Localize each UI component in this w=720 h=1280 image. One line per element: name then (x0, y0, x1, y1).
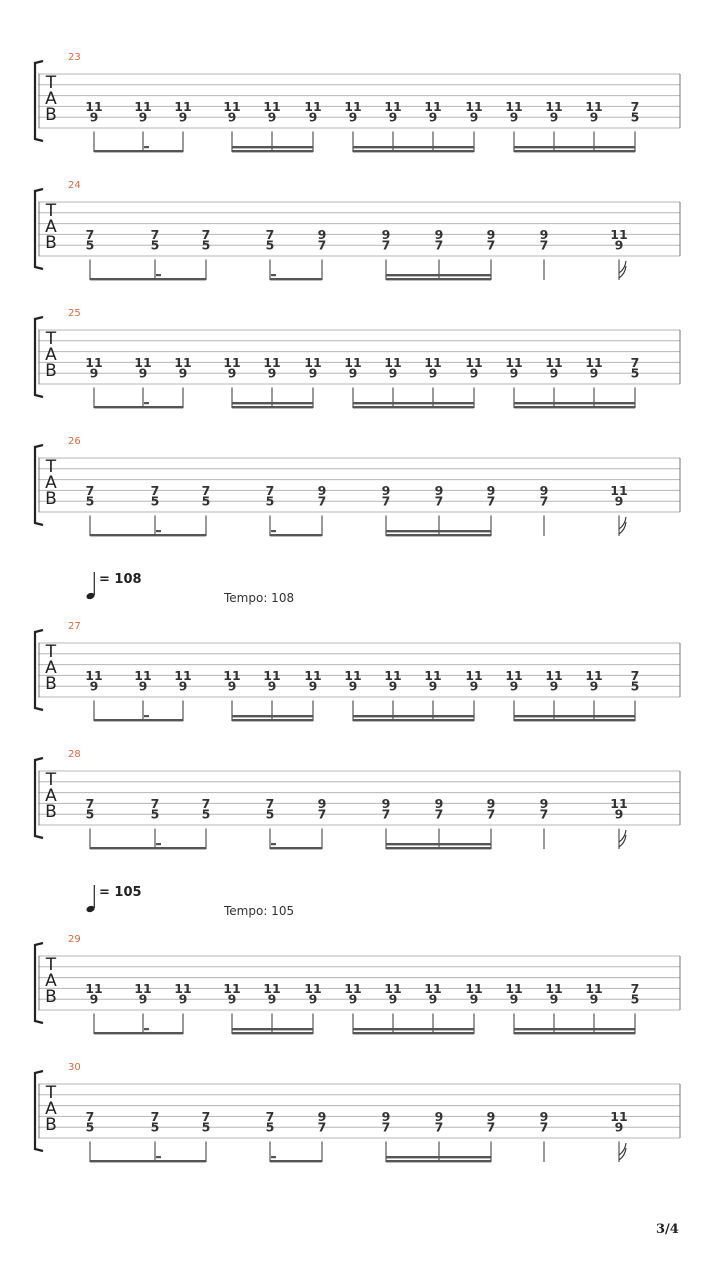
tab-system (35, 445, 680, 536)
fret-number: 11 (263, 354, 281, 370)
tempo-note-icon (86, 572, 96, 600)
fret-number: 11 (85, 980, 103, 996)
fret-number: 9 (469, 365, 479, 381)
fret-number: 9 (178, 991, 188, 1007)
fret-number: 9 (227, 678, 237, 694)
fret-number: 9 (509, 109, 519, 125)
fret-number: 5 (630, 365, 640, 381)
fret-number: 11 (505, 354, 523, 370)
tab-system (35, 1071, 680, 1162)
fret-number: 11 (344, 980, 362, 996)
fret-number: 9 (434, 226, 444, 242)
fret-number: 7 (539, 493, 549, 509)
fret-number: 11 (85, 98, 103, 114)
fret-number: 9 (308, 678, 318, 694)
fret-number: 9 (227, 991, 237, 1007)
measure-number: 26 (68, 436, 81, 447)
tab-clef-letter: B (45, 987, 57, 1007)
tab-clef-letter: A (45, 971, 57, 991)
fret-number: 9 (589, 678, 599, 694)
fret-number: 9 (428, 678, 438, 694)
fret-number: 11 (545, 98, 563, 114)
dot-beam-stub (144, 146, 149, 148)
note-beam (514, 146, 635, 148)
fret-number: 9 (227, 365, 237, 381)
note-beam (386, 274, 491, 276)
fret-number: 11 (610, 795, 628, 811)
fret-number: 5 (630, 991, 640, 1007)
tab-clef-letter: T (45, 955, 57, 975)
note-beam (232, 146, 313, 148)
fret-number: 9 (348, 991, 358, 1007)
fret-number: 11 (223, 98, 241, 114)
fret-number: 5 (150, 237, 160, 253)
fret-number: 9 (549, 991, 559, 1007)
fret-number: 9 (348, 109, 358, 125)
note-beam (386, 847, 491, 849)
fret-number: 9 (434, 1108, 444, 1124)
fret-number: 7 (317, 493, 327, 509)
tempo-bpm: = 105 (99, 885, 142, 900)
fret-number: 7 (486, 493, 496, 509)
fret-number: 9 (469, 109, 479, 125)
tab-clef-letter: B (45, 802, 57, 822)
tempo-note-icon (86, 885, 96, 913)
measure-number: 28 (68, 749, 81, 760)
fret-number: 11 (465, 98, 483, 114)
fret-number: 7 (630, 98, 640, 114)
fret-number: 11 (344, 354, 362, 370)
fret-number: 7 (265, 482, 275, 498)
fret-number: 9 (539, 795, 549, 811)
note-beam (353, 146, 474, 148)
fret-number: 5 (630, 109, 640, 125)
fret-number: 5 (150, 806, 160, 822)
tab-clef-letter: A (45, 786, 57, 806)
fret-number: 11 (545, 667, 563, 683)
fret-number: 9 (348, 678, 358, 694)
fret-number: 11 (263, 667, 281, 683)
fret-number: 7 (381, 1119, 391, 1135)
dot-beam-stub (156, 843, 161, 845)
fret-number: 9 (381, 1108, 391, 1124)
tempo-bpm: = 108 (99, 572, 142, 587)
note-beam (270, 278, 322, 280)
fret-number: 7 (434, 806, 444, 822)
fret-number: 7 (265, 226, 275, 242)
fret-number: 11 (85, 667, 103, 683)
fret-number: 11 (134, 980, 152, 996)
fret-number: 9 (614, 1119, 624, 1135)
tab-system (35, 758, 680, 849)
fret-number: 7 (150, 226, 160, 242)
fret-number: 7 (630, 354, 640, 370)
fret-number: 7 (201, 1108, 211, 1124)
fret-number: 9 (614, 806, 624, 822)
note-beam (353, 406, 474, 408)
fret-number: 9 (589, 991, 599, 1007)
dot-beam-stub (271, 530, 276, 532)
note-beam (232, 402, 313, 404)
measure-number: 29 (68, 934, 81, 945)
tab-clef-letter: B (45, 105, 57, 125)
fret-number: 9 (428, 365, 438, 381)
tab-system (35, 630, 680, 721)
measure-number: 23 (68, 52, 81, 63)
fret-number: 5 (265, 806, 275, 822)
measure-number: 24 (68, 180, 81, 191)
dot-beam-stub (271, 274, 276, 276)
measure-number: 27 (68, 621, 81, 632)
fret-number: 5 (201, 493, 211, 509)
fret-number: 11 (424, 667, 442, 683)
fret-number: 9 (549, 678, 559, 694)
note-beam (232, 1032, 313, 1034)
fret-number: 5 (150, 493, 160, 509)
tab-system (35, 943, 680, 1034)
fret-number: 9 (178, 365, 188, 381)
fret-number: 9 (89, 678, 99, 694)
fret-number: 9 (539, 226, 549, 242)
tab-clef-letter: A (45, 473, 57, 493)
fret-number: 9 (267, 365, 277, 381)
fret-number: 5 (85, 237, 95, 253)
fret-number: 9 (89, 991, 99, 1007)
tab-clef-letter: T (45, 201, 57, 221)
fret-number: 9 (348, 365, 358, 381)
note-beam (353, 1032, 474, 1034)
fret-number: 9 (317, 482, 327, 498)
fret-number: 11 (465, 980, 483, 996)
fret-number: 7 (85, 1108, 95, 1124)
note-beam (353, 402, 474, 404)
tab-clef-letter: A (45, 89, 57, 109)
fret-number: 11 (384, 980, 402, 996)
fret-number: 9 (178, 109, 188, 125)
fret-number: 7 (381, 237, 391, 253)
fret-number: 11 (134, 354, 152, 370)
fret-number: 9 (227, 109, 237, 125)
fret-number: 9 (388, 991, 398, 1007)
fret-number: 9 (317, 1108, 327, 1124)
note-beam (94, 719, 183, 721)
fret-number: 11 (134, 667, 152, 683)
note-beam (514, 715, 635, 717)
fret-number: 7 (317, 237, 327, 253)
fret-number: 11 (304, 980, 322, 996)
dot-beam-stub (144, 1028, 149, 1030)
note-beam (232, 406, 313, 408)
fret-number: 9 (138, 365, 148, 381)
dot-beam-stub (144, 402, 149, 404)
note-beam (514, 402, 635, 404)
fret-number: 11 (304, 667, 322, 683)
fret-number: 11 (174, 667, 192, 683)
fret-number: 7 (381, 493, 391, 509)
fret-number: 11 (304, 98, 322, 114)
fret-number: 7 (434, 493, 444, 509)
fret-number: 11 (304, 354, 322, 370)
fret-number: 11 (223, 980, 241, 996)
tab-clef-letter: T (45, 1083, 57, 1103)
fret-number: 11 (585, 354, 603, 370)
note-beam (94, 1032, 183, 1034)
note-beam (232, 715, 313, 717)
fret-number: 7 (630, 667, 640, 683)
fret-number: 5 (265, 237, 275, 253)
note-beam (386, 1160, 491, 1162)
tab-clef-letter: B (45, 489, 57, 509)
fret-number: 7 (486, 1119, 496, 1135)
fret-number: 7 (150, 482, 160, 498)
note-beam (270, 534, 322, 536)
tempo-label: Tempo: 105 (224, 904, 295, 918)
fret-number: 11 (263, 98, 281, 114)
note-beam (386, 278, 491, 280)
fret-number: 9 (308, 991, 318, 1007)
fret-number: 7 (265, 1108, 275, 1124)
fret-number: 7 (434, 1119, 444, 1135)
fret-number: 9 (178, 678, 188, 694)
fret-number: 11 (134, 98, 152, 114)
tempo-label: Tempo: 108 (224, 591, 295, 605)
dot-beam-stub (156, 274, 161, 276)
note-beam (386, 1156, 491, 1158)
fret-number: 7 (539, 806, 549, 822)
note-beam (353, 150, 474, 152)
fret-number: 7 (317, 1119, 327, 1135)
fret-number: 9 (308, 109, 318, 125)
fret-number: 7 (85, 226, 95, 242)
fret-number: 9 (317, 795, 327, 811)
fret-number: 9 (308, 365, 318, 381)
tab-clef-letter: T (45, 642, 57, 662)
fret-number: 7 (265, 795, 275, 811)
fret-number: 9 (589, 365, 599, 381)
fret-number: 7 (85, 482, 95, 498)
fret-number: 9 (486, 482, 496, 498)
fret-number: 11 (174, 98, 192, 114)
note-beam (94, 406, 183, 408)
tab-clef-letter: A (45, 345, 57, 365)
fret-number: 9 (469, 678, 479, 694)
fret-number: 5 (201, 806, 211, 822)
fret-number: 11 (223, 354, 241, 370)
fret-number: 9 (267, 991, 277, 1007)
fret-number: 7 (539, 237, 549, 253)
tab-clef-letter: B (45, 361, 57, 381)
fret-number: 9 (138, 678, 148, 694)
fret-number: 9 (317, 226, 327, 242)
fret-number: 9 (388, 678, 398, 694)
fret-number: 5 (265, 1119, 275, 1135)
fret-number: 11 (505, 667, 523, 683)
note-beam (232, 1028, 313, 1030)
fret-number: 9 (388, 109, 398, 125)
fret-number: 7 (150, 1108, 160, 1124)
note-beam (94, 150, 183, 152)
tab-clef-letter: B (45, 674, 57, 694)
fret-number: 9 (486, 1108, 496, 1124)
dot-beam-stub (156, 530, 161, 532)
fret-number: 11 (424, 98, 442, 114)
dot-beam-stub (271, 843, 276, 845)
fret-number: 9 (434, 795, 444, 811)
note-beam (90, 534, 206, 536)
fret-number: 9 (486, 226, 496, 242)
fret-number: 5 (630, 678, 640, 694)
fret-number: 11 (223, 667, 241, 683)
note-beam (386, 534, 491, 536)
tab-clef-letter: B (45, 233, 57, 253)
note-beam (270, 847, 322, 849)
fret-number: 11 (545, 980, 563, 996)
note-beam (514, 719, 635, 721)
fret-number: 9 (486, 795, 496, 811)
fret-number: 9 (434, 482, 444, 498)
note-beam (90, 278, 206, 280)
fret-number: 7 (317, 806, 327, 822)
fret-number: 9 (549, 109, 559, 125)
fret-number: 11 (384, 98, 402, 114)
fret-number: 11 (263, 980, 281, 996)
fret-number: 9 (509, 365, 519, 381)
fret-number: 7 (381, 806, 391, 822)
tab-system (35, 317, 680, 408)
note-beam (514, 406, 635, 408)
fret-number: 9 (614, 237, 624, 253)
fret-number: 11 (424, 354, 442, 370)
note-beam (270, 1160, 322, 1162)
note-beam (514, 150, 635, 152)
fret-number: 11 (384, 667, 402, 683)
note-beam (232, 719, 313, 721)
note-beam (353, 715, 474, 717)
fret-number: 11 (344, 667, 362, 683)
fret-number: 11 (384, 354, 402, 370)
fret-number: 9 (509, 678, 519, 694)
fret-number: 9 (509, 991, 519, 1007)
fret-number: 11 (85, 354, 103, 370)
fret-number: 7 (434, 237, 444, 253)
tab-clef-letter: B (45, 1115, 57, 1135)
fret-number: 7 (85, 795, 95, 811)
tab-clef-letter: T (45, 73, 57, 93)
fret-number: 9 (267, 678, 277, 694)
fret-number: 9 (469, 991, 479, 1007)
dot-beam-stub (156, 1156, 161, 1158)
fret-number: 5 (85, 493, 95, 509)
fret-number: 9 (428, 109, 438, 125)
fret-number: 11 (465, 354, 483, 370)
fret-number: 9 (138, 109, 148, 125)
fret-number: 5 (150, 1119, 160, 1135)
fret-number: 9 (267, 109, 277, 125)
fret-number: 9 (89, 109, 99, 125)
measure-number: 30 (68, 1062, 81, 1073)
note-beam (90, 1160, 206, 1162)
tab-clef-letter: T (45, 457, 57, 477)
fret-number: 11 (174, 354, 192, 370)
fret-number: 5 (85, 806, 95, 822)
fret-number: 11 (505, 98, 523, 114)
fret-number: 7 (201, 482, 211, 498)
fret-number: 9 (89, 365, 99, 381)
tab-clef-letter: T (45, 329, 57, 349)
fret-number: 5 (85, 1119, 95, 1135)
fret-number: 11 (505, 980, 523, 996)
note-beam (90, 847, 206, 849)
tab-system (35, 189, 680, 280)
fret-number: 9 (614, 493, 624, 509)
fret-number: 5 (201, 237, 211, 253)
fret-number: 9 (589, 109, 599, 125)
note-beam (386, 530, 491, 532)
fret-number: 5 (265, 493, 275, 509)
page-number: 3/4 (656, 1222, 679, 1237)
fret-number: 11 (545, 354, 563, 370)
fret-number: 11 (585, 980, 603, 996)
note-beam (514, 1032, 635, 1034)
fret-number: 9 (539, 1108, 549, 1124)
measure-number: 25 (68, 308, 81, 319)
fret-number: 7 (201, 226, 211, 242)
fret-number: 7 (539, 1119, 549, 1135)
fret-number: 11 (610, 226, 628, 242)
fret-number: 11 (610, 482, 628, 498)
fret-number: 9 (428, 991, 438, 1007)
fret-number: 9 (381, 795, 391, 811)
fret-number: 11 (585, 98, 603, 114)
fret-number: 11 (610, 1108, 628, 1124)
fret-number: 7 (150, 795, 160, 811)
note-beam (386, 843, 491, 845)
note-beam (353, 1028, 474, 1030)
note-beam (514, 1028, 635, 1030)
fret-number: 11 (424, 980, 442, 996)
fret-number: 11 (174, 980, 192, 996)
fret-number: 11 (465, 667, 483, 683)
fret-number: 7 (486, 806, 496, 822)
dot-beam-stub (144, 715, 149, 717)
note-beam (353, 719, 474, 721)
fret-number: 9 (138, 991, 148, 1007)
fret-number: 9 (388, 365, 398, 381)
note-beam (232, 150, 313, 152)
fret-number: 11 (344, 98, 362, 114)
tab-clef-letter: A (45, 1099, 57, 1119)
dot-beam-stub (271, 1156, 276, 1158)
fret-number: 11 (585, 667, 603, 683)
fret-number: 9 (549, 365, 559, 381)
fret-number: 7 (486, 237, 496, 253)
fret-number: 9 (381, 482, 391, 498)
fret-number: 5 (201, 1119, 211, 1135)
tab-clef-letter: A (45, 217, 57, 237)
fret-number: 7 (630, 980, 640, 996)
tab-clef-letter: T (45, 770, 57, 790)
fret-number: 9 (539, 482, 549, 498)
fret-number: 9 (381, 226, 391, 242)
tab-system (35, 61, 680, 152)
tab-clef-letter: A (45, 658, 57, 678)
fret-number: 7 (201, 795, 211, 811)
